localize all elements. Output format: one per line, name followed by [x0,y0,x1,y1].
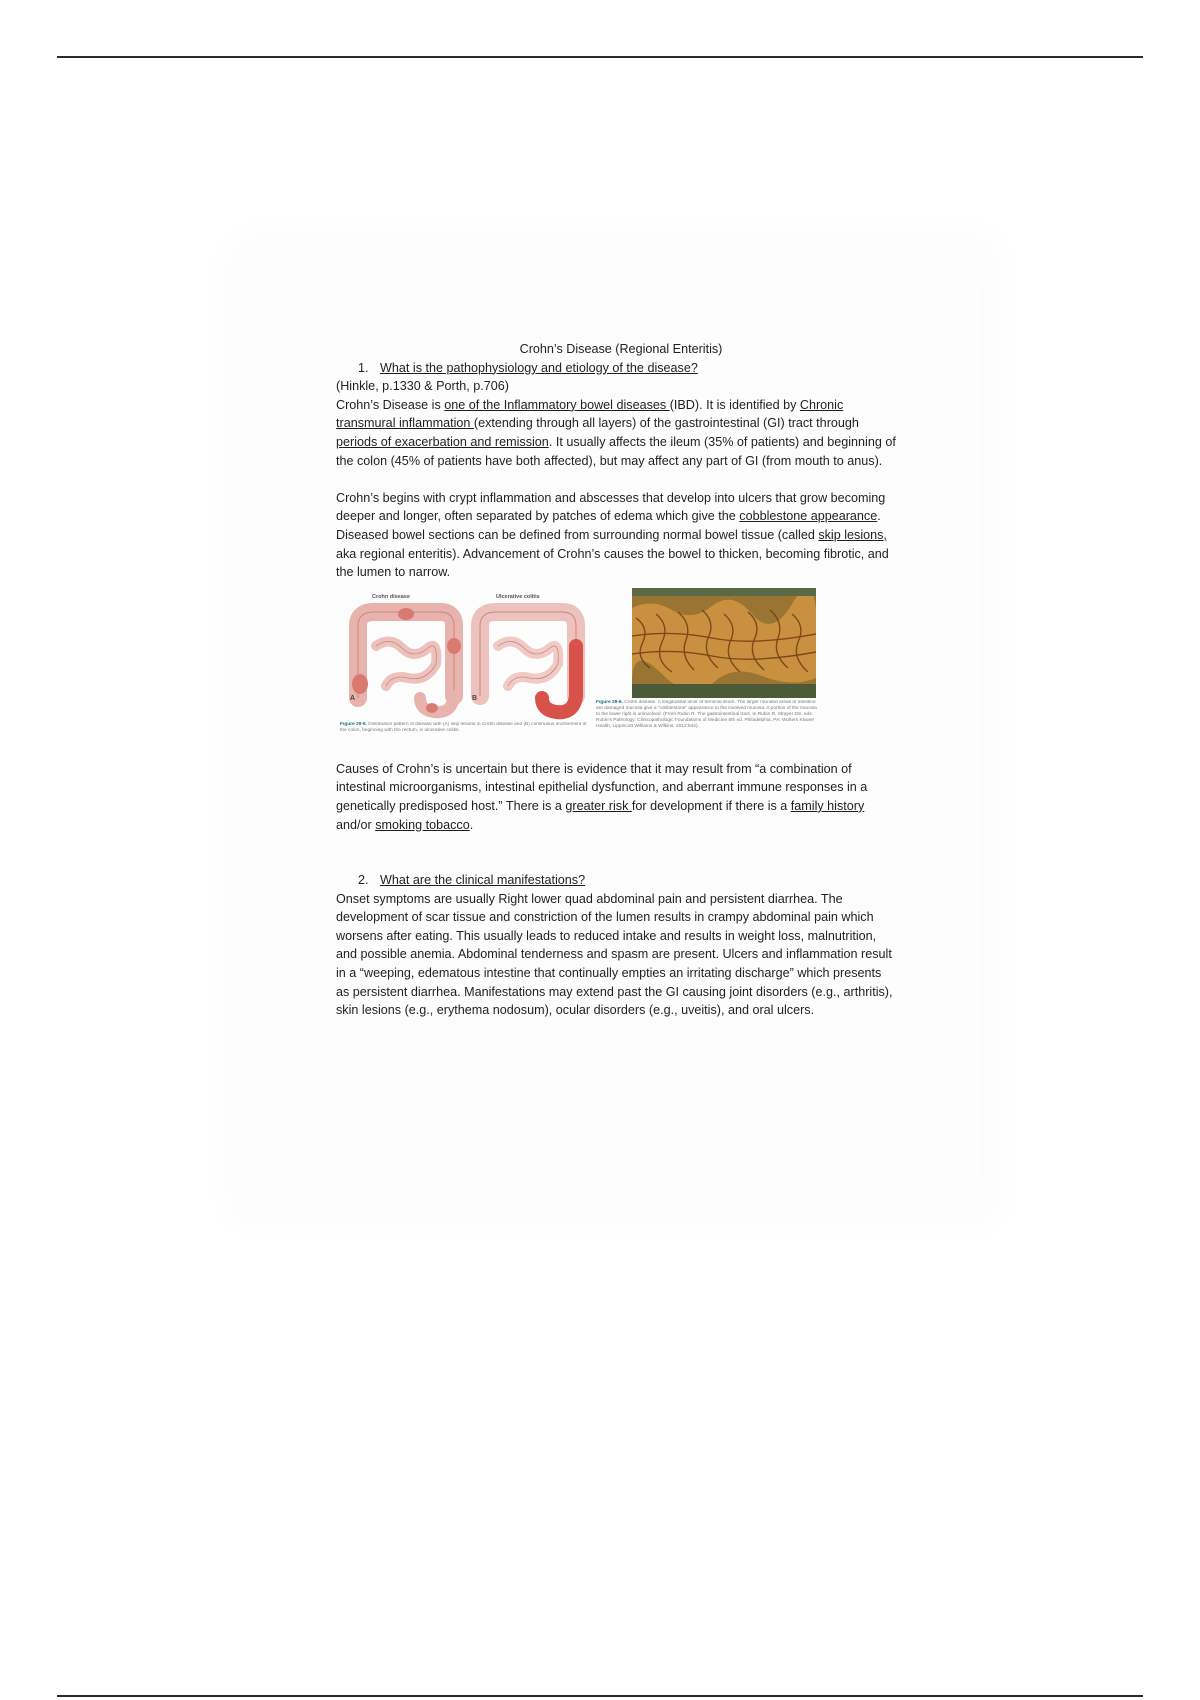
source-citation: (Hinkle, p.1330 & Porth, p.706) [336,379,509,394]
paragraph-causes [336,760,896,834]
para3-text-2: for development if there is a [631,798,791,813]
para3-underline-3: smoking tobacco [375,817,470,832]
para3-underline-2: family history [790,798,865,813]
para3-text-1: Causes of Crohn’s is uncertain but there is evidence that it may result from “a combination of intestinal microorganisms, intestinal epithelial dysfunction, and aberrant immune responses in a genetically predisposed host.” There is a [336,761,868,813]
photo-texture-image [632,588,816,698]
cobblestone-mucosa-photo [632,588,816,698]
para2-text-1: Crohn’s begins with crypt inflammation and abscesses that develop into ulcers that grow becoming deeper and longer, often separated by patches of edema which give the [336,490,886,524]
para1-text-2: (IBD). It is identified by [669,397,800,412]
document-body [336,340,896,1020]
question-2-number: 2. [358,873,369,888]
figure-block [336,586,836,758]
para1-text-4: . It usually affects the ileum (35% of patients) and beginning of the colon (45% of patients have both affected), but may affect any part of GI (from mouth to anus). [336,434,896,468]
para2-underline-1: cobblestone appearance [739,509,878,524]
question-2-text: What are the clinical manifestations? [380,873,586,888]
question-1-number: 1. [358,360,369,375]
figure-caption-left-text: Distribution pattern of disease with (A) skip lesions in Crohn disease and (B) continuous involvement of the colon, beginning with the rectum, in ulcerative colitis. [340,721,587,733]
paragraph-gap [336,470,896,489]
document-title: Crohn’s Disease (Regional Enteritis) [519,342,723,356]
para1-text-3: (extending through all layers) of the gastrointestinal (GI) tract through [473,416,859,431]
paragraph-manifestations: Onset symptoms are usually Right lower quad abdominal pain and persistent diarrhea. The development of scar tissue and constriction of the lumen results in crampy abdominal pain which worsens after eating. This usually leads to reduced intake and results in weight loss, malnutrition, and possible anemia. Abdominal tenderness and spasm are present. Ulcers and inflammation result in a “weeping, edematous intestine that continually empties an irritating discharge” which presents as persistent diarrhea. Manifestations may extend past the GI causing joint disorders (e.g., arthritis), skin lesions (e.g., erythema nodosum), ocular disorders (e.g., uveitis), and oral ulcers. [336,891,893,1018]
figure-caption-right [596,700,820,754]
bottom-rule [57,1695,1143,1697]
figure-caption-right-label: Figure 29-6. [596,699,623,705]
para2-underline-2: skip lesions, [818,527,887,542]
figure-caption-left-label: Figure 29-6. [340,721,367,727]
para3-underline-1: greater risk [565,798,632,813]
para1-text-1: Crohn’s Disease is [336,397,445,412]
para1-underline-1: one of the Inflammatory bowel diseases [444,397,670,412]
figure-heading-uc: Ulcerative colitis [496,593,540,600]
para1-underline-2: Chronic transmural inflammation [336,397,844,431]
intestine-diagram-image [336,586,598,724]
top-rule [57,56,1143,58]
para3-text-3: and/or [336,817,376,832]
figure-label-b: B [472,694,478,702]
para2-text-2: . Diseased bowel sections can be defined from surrounding normal bowel tissue (called [336,509,881,542]
question-1-text: What is the pathophysiology and etiology of the disease? [380,360,698,375]
crohn-colon-illustration [352,608,461,713]
section-gap [336,834,896,871]
figure-heading-crohn: Crohn disease [372,593,410,600]
ulcerative-colitis-colon-illustration [480,612,576,712]
figure-caption-right-text: Crohn disease. A longitudinal ulcer of terminal ileum. The larger rounded areas of intestine are damaged mucosa give a “cobblestone” appearance to the involved mucosa. A portion of the mucosa to the lower right is uninvolved. (From Rubin R. The gastrointestinal tract. In Rubin R, Strayer DS, eds. Rubin’s Pathology: Clinicopathologic Foundations of Medicine 6th ed. Philadelphia, PA: Wolters Kluwer Health, Lippincott Williams & Wilkins, 2012:644). [596,699,817,729]
question-1 [336,359,896,378]
para1-underline-3: periods of exacerbation and remission [336,434,549,449]
paragraph-progression [336,489,896,582]
para2-text-3: aka regional enteritis). Advancement of Crohn’s causes the bowel to thicken, becoming fibrotic, and the lumen to narrow. [336,546,889,580]
figure-caption-left [340,722,588,754]
paragraph-ibd-definition [336,396,896,470]
question-2 [336,871,896,890]
figure-label-a: A [350,694,356,702]
para3-text-4: . [469,817,474,832]
